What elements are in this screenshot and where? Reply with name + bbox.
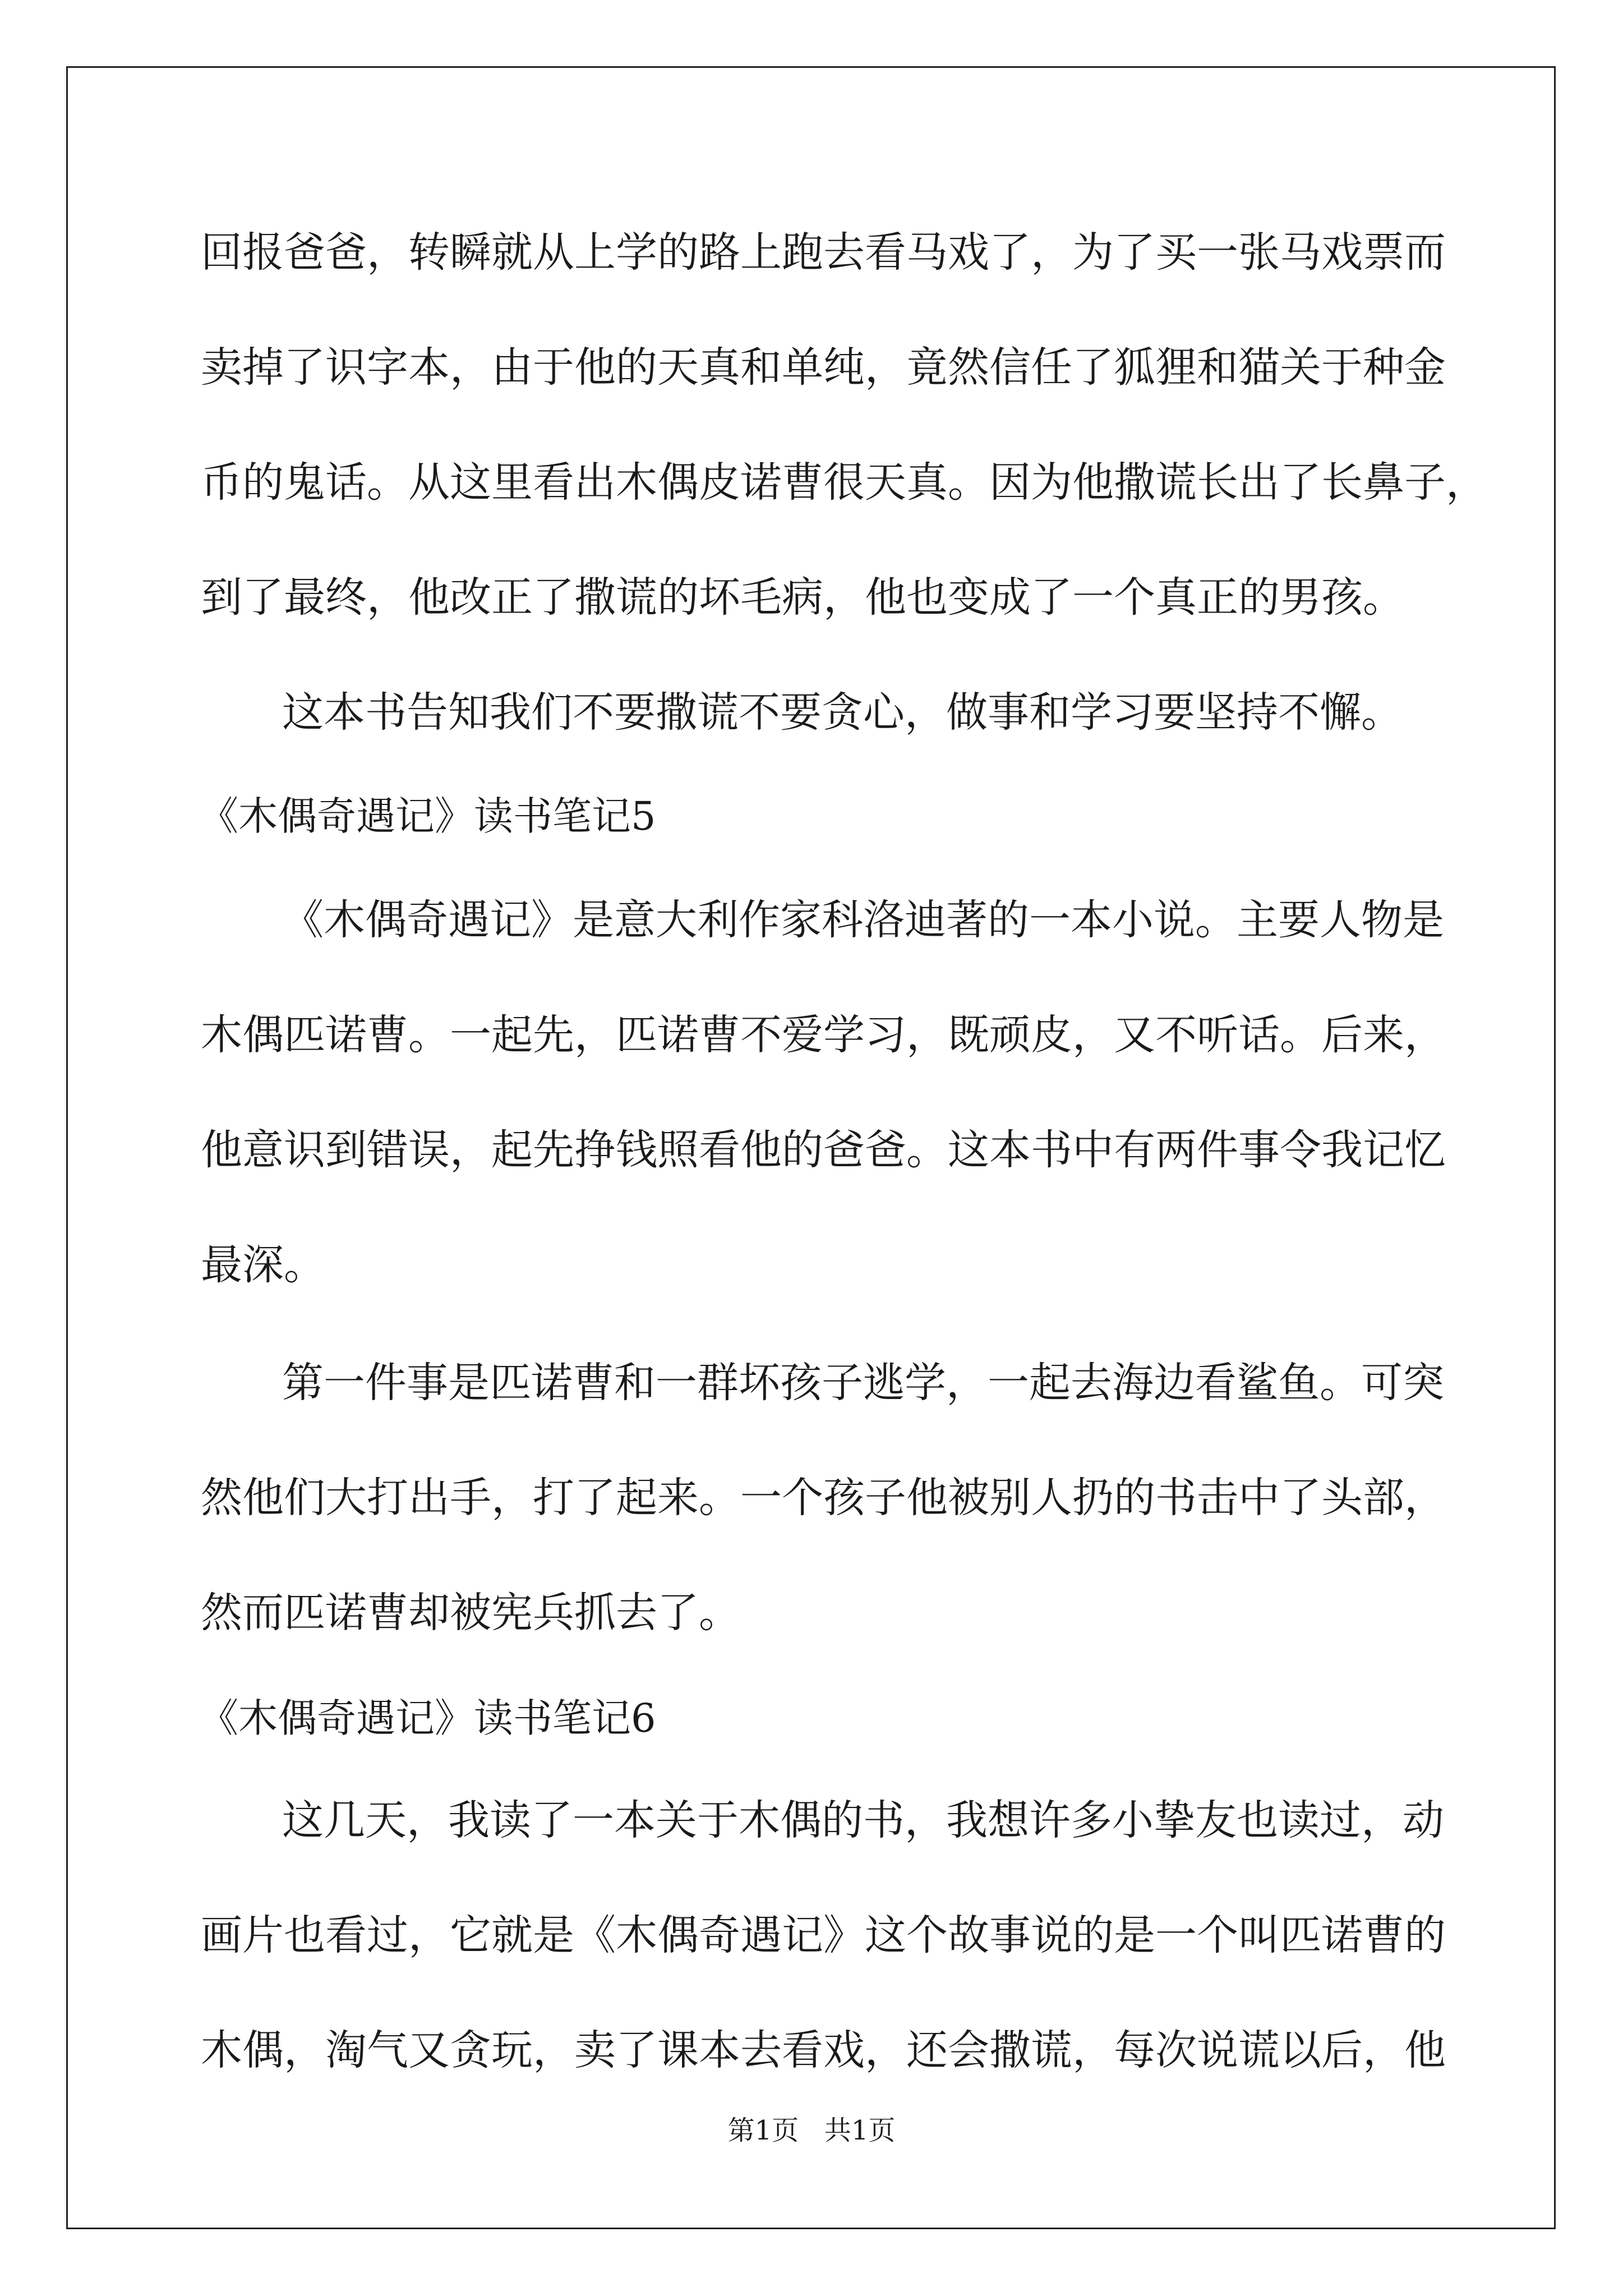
paragraph-first-line: 第一件事是匹诺曹和一群坏孩子逃学，一起去海边看鲨鱼。可突 [282, 1359, 1444, 1407]
body-line: 木偶，淘气又贪玩，卖了课本去看戏，还会撒谎，每次说谎以后，他 [201, 2026, 1446, 2074]
body-line: 他意识到错误，起先挣钱照看他的爸爸。这本书中有两件事令我记忆 [201, 1126, 1446, 1174]
body-line: 最深。 [201, 1241, 325, 1289]
paragraph-first-line: 这本书告知我们不要撒谎不要贪心，做事和学习要坚持不懈。 [282, 688, 1403, 737]
paragraph-first-line: 《木偶奇遇记》是意大利作家科洛迪著的一本小说。主要人物是 [282, 896, 1444, 944]
body-line: 到了最终，他改正了撒谎的坏毛病，他也变成了一个真正的男孩。 [201, 573, 1404, 622]
body-line: 画片也看过，它就是《木偶奇遇记》这个故事说的是一个叫匹诺曹的 [201, 1911, 1446, 1959]
section-heading: 《木偶奇遇记》读书笔记5 [199, 793, 656, 839]
body-line: 木偶匹诺曹。一起先，匹诺曹不爱学习，既顽皮，又不听话。后来， [201, 1011, 1446, 1059]
page-footer: 第1页 共1页 [727, 2115, 896, 2146]
paragraph-first-line: 这几天，我读了一本关于木偶的书，我想许多小挚友也读过，动 [282, 1796, 1444, 1844]
body-line: 币的鬼话。从这里看出木偶皮诺曹很天真。因为他撒谎长出了长鼻子， [201, 458, 1487, 507]
body-line: 回报爸爸，转瞬就从上学的路上跑去看马戏了，为了买一张马戏票而 [201, 228, 1446, 277]
body-line: 然而匹诺曹却被宪兵抓去了。 [201, 1589, 740, 1637]
body-line: 卖掉了识字本，由于他的天真和单纯，竟然信任了狐狸和猫关于种金 [201, 343, 1446, 392]
body-line: 然他们大打出手，打了起来。一个孩子他被别人扔的书击中了头部， [201, 1474, 1446, 1522]
section-heading: 《木偶奇遇记》读书笔记6 [199, 1695, 656, 1741]
